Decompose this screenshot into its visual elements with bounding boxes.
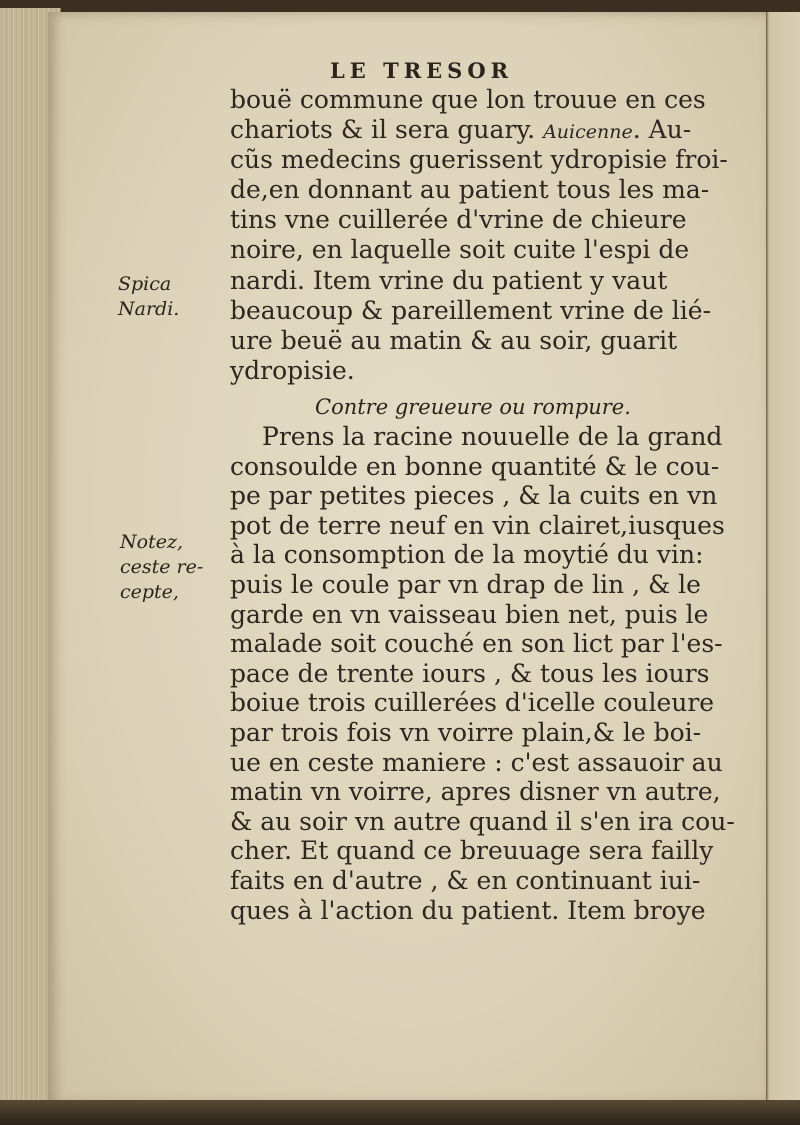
margin-note-line: Spica	[118, 273, 172, 295]
text-line: beaucoup & pareillement vrine de lié-	[230, 295, 712, 325]
text-line: ydropisie.	[230, 355, 355, 385]
bottom-binding	[0, 1100, 800, 1125]
text-line-end: . Au-	[632, 115, 692, 145]
text-line: cher. Et quand ce breuuage sera failly	[230, 836, 714, 866]
text-line	[230, 115, 730, 145]
text-line: noire, en laquelle soit cuite l'espi de	[230, 235, 690, 265]
text-line: consoulde en bonne quantité & le cou-	[230, 451, 720, 481]
margin-note-spica	[118, 272, 179, 322]
text-line: nardi. Item vrine du patient y vaut	[230, 265, 668, 295]
text-line: pace de trente iours , & tous les iours	[230, 658, 710, 688]
paragraph-2	[230, 422, 735, 925]
text-line: ques à l'action du patient. Item broye	[230, 895, 706, 925]
section-heading: Contre greueure ou rompure.	[315, 395, 631, 419]
text-line: & au soir vn autre quand il s'en ira cou-	[230, 806, 735, 836]
facing-page-edge	[766, 12, 800, 1104]
text-line: pe par petites pieces , & la cuits en vn	[230, 481, 718, 511]
text-line: ure beuë au matin & au soir, guarit	[230, 325, 678, 355]
text-line: Prens la racine nouuelle de la grand	[262, 422, 723, 451]
text-line: faits en d'autre , & en continuant iui-	[230, 865, 701, 895]
text-line-start: chariots & il sera guary.	[230, 115, 536, 145]
running-title: LE TRESOR	[330, 58, 514, 83]
text-line: bouë commune que lon trouue en ces	[230, 85, 706, 114]
text-line: à la consomption de la moytié du vin:	[230, 540, 704, 570]
margin-note-line: Notez,	[120, 531, 183, 553]
text-line: malade soit couché en son lict par l'es-	[230, 629, 723, 659]
text-line: tins vne cuillerée d'vrine de chieure	[230, 205, 687, 235]
text-line: de,en donnant au patient tous les ma-	[230, 175, 710, 205]
text-line: pot de terre neuf en vin clairet,iusques	[230, 510, 725, 540]
margin-note-notez	[120, 530, 203, 605]
authority-name: Auicenne	[543, 121, 633, 144]
text-line: puis le coule par vn drap de lin , & le	[230, 569, 701, 599]
text-line: garde en vn vaisseau bien net, puis le	[230, 599, 709, 629]
margin-note-line: Nardi.	[118, 298, 180, 320]
text-line: matin vn voirre, apres disner vn autre,	[230, 777, 721, 807]
margin-note-line: ceste re-	[120, 556, 204, 578]
text-line: par trois fois vn voirre plain,& le boi-	[230, 717, 702, 747]
margin-note-line: cepte,	[120, 581, 179, 603]
paragraph-1	[230, 85, 730, 386]
text-line: boiue trois cuillerées d'icelle couleure	[230, 688, 715, 718]
text-line: ue en ceste maniere : c'est assauoir au	[230, 747, 723, 777]
text-line: cũs medecins guerissent ydropisie froi-	[230, 145, 728, 175]
